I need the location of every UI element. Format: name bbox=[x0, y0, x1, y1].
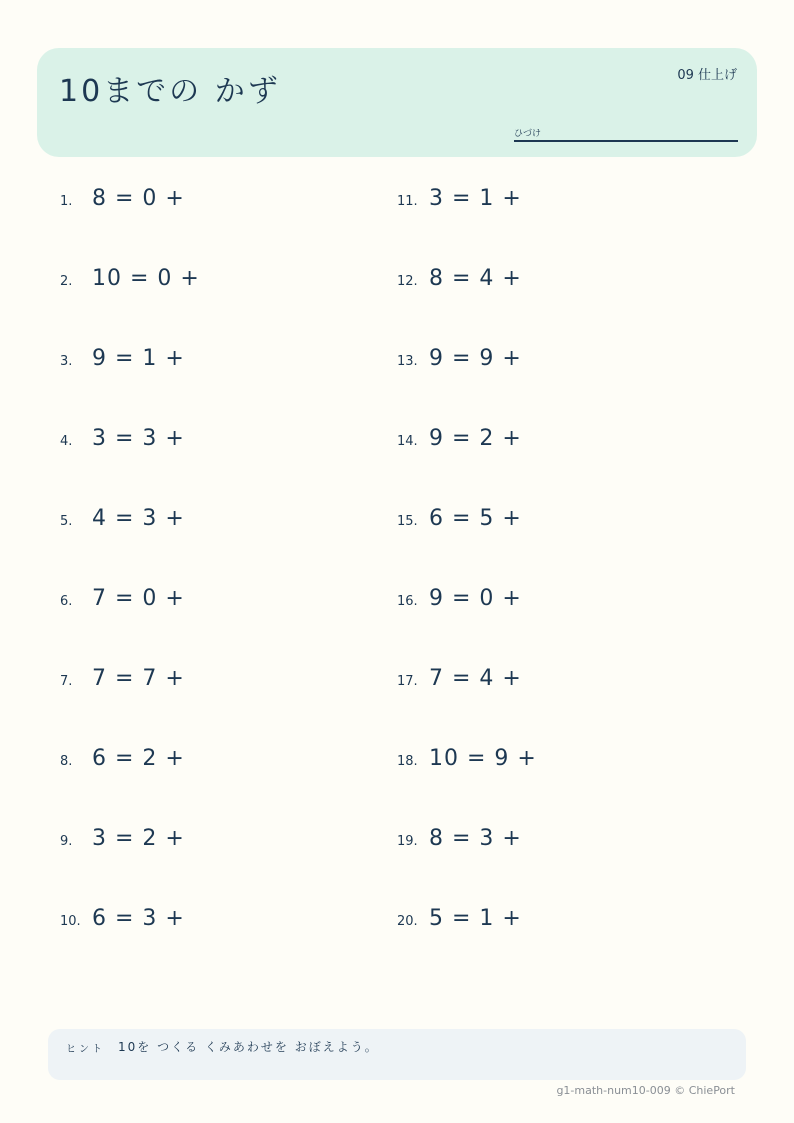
problem-expression: 6 = 5 + bbox=[429, 506, 522, 531]
header-panel bbox=[37, 48, 757, 157]
problem-item bbox=[397, 266, 522, 291]
problem-item bbox=[60, 906, 185, 931]
problem-number: 17. bbox=[397, 674, 418, 689]
footer-credit: g1-math-num10-009 © ChiePort bbox=[556, 1084, 735, 1097]
problem-item bbox=[397, 426, 522, 451]
problem-expression: 9 = 9 + bbox=[429, 346, 522, 371]
problem-number: 1. bbox=[60, 194, 73, 209]
problem-number: 11. bbox=[397, 194, 418, 209]
problem-expression: 6 = 2 + bbox=[92, 746, 185, 771]
problem-expression: 7 = 0 + bbox=[92, 586, 185, 611]
problem-item bbox=[60, 186, 185, 211]
problem-item bbox=[60, 426, 185, 451]
problem-item bbox=[60, 826, 185, 851]
problem-item bbox=[397, 826, 522, 851]
problem-expression: 7 = 7 + bbox=[92, 666, 185, 691]
problem-number: 4. bbox=[60, 434, 73, 449]
problem-expression: 8 = 3 + bbox=[429, 826, 522, 851]
problem-number: 16. bbox=[397, 594, 418, 609]
problem-expression: 9 = 0 + bbox=[429, 586, 522, 611]
problem-item bbox=[397, 186, 522, 211]
problem-expression: 10 = 9 + bbox=[429, 746, 537, 771]
problem-expression: 5 = 1 + bbox=[429, 906, 522, 931]
problem-item bbox=[60, 586, 185, 611]
problem-number: 12. bbox=[397, 274, 418, 289]
hint-text: 10を つくる くみあわせを おぼえよう。 bbox=[118, 1040, 379, 1054]
problem-expression: 9 = 1 + bbox=[92, 346, 185, 371]
problem-item bbox=[60, 266, 200, 291]
problem-item bbox=[397, 666, 522, 691]
problem-item bbox=[60, 746, 185, 771]
problem-number: 6. bbox=[60, 594, 73, 609]
problem-expression: 4 = 3 + bbox=[92, 506, 185, 531]
problem-item bbox=[60, 666, 185, 691]
problem-number: 3. bbox=[60, 354, 73, 369]
problem-number: 19. bbox=[397, 834, 418, 849]
problem-item bbox=[397, 586, 522, 611]
problem-number: 18. bbox=[397, 754, 418, 769]
problem-expression: 3 = 1 + bbox=[429, 186, 522, 211]
problem-expression: 7 = 4 + bbox=[429, 666, 522, 691]
problem-number: 8. bbox=[60, 754, 73, 769]
problem-number: 15. bbox=[397, 514, 418, 529]
hint-box bbox=[48, 1029, 746, 1080]
set-label: 09 仕上げ bbox=[677, 68, 737, 83]
problem-number: 2. bbox=[60, 274, 73, 289]
problem-item bbox=[397, 506, 522, 531]
problem-item bbox=[60, 506, 185, 531]
problem-expression: 6 = 3 + bbox=[92, 906, 185, 931]
problem-number: 13. bbox=[397, 354, 418, 369]
problem-expression: 8 = 4 + bbox=[429, 266, 522, 291]
problem-number: 5. bbox=[60, 514, 73, 529]
problem-number: 9. bbox=[60, 834, 73, 849]
problem-item bbox=[397, 746, 537, 771]
problem-item bbox=[397, 346, 522, 371]
problem-number: 14. bbox=[397, 434, 418, 449]
problem-expression: 3 = 2 + bbox=[92, 826, 185, 851]
problem-number: 10. bbox=[60, 914, 81, 929]
problem-expression: 8 = 0 + bbox=[92, 186, 185, 211]
problem-expression: 10 = 0 + bbox=[92, 266, 200, 291]
problem-item bbox=[397, 906, 522, 931]
problem-expression: 3 = 3 + bbox=[92, 426, 185, 451]
problem-expression: 9 = 2 + bbox=[429, 426, 522, 451]
problem-item bbox=[60, 346, 185, 371]
date-label: ひづけ bbox=[514, 129, 542, 139]
problem-number: 20. bbox=[397, 914, 418, 929]
page-title: 10までの かず bbox=[59, 74, 281, 109]
date-field[interactable] bbox=[514, 124, 738, 142]
problem-number: 7. bbox=[60, 674, 73, 689]
hint-label: ヒント bbox=[66, 1044, 105, 1055]
